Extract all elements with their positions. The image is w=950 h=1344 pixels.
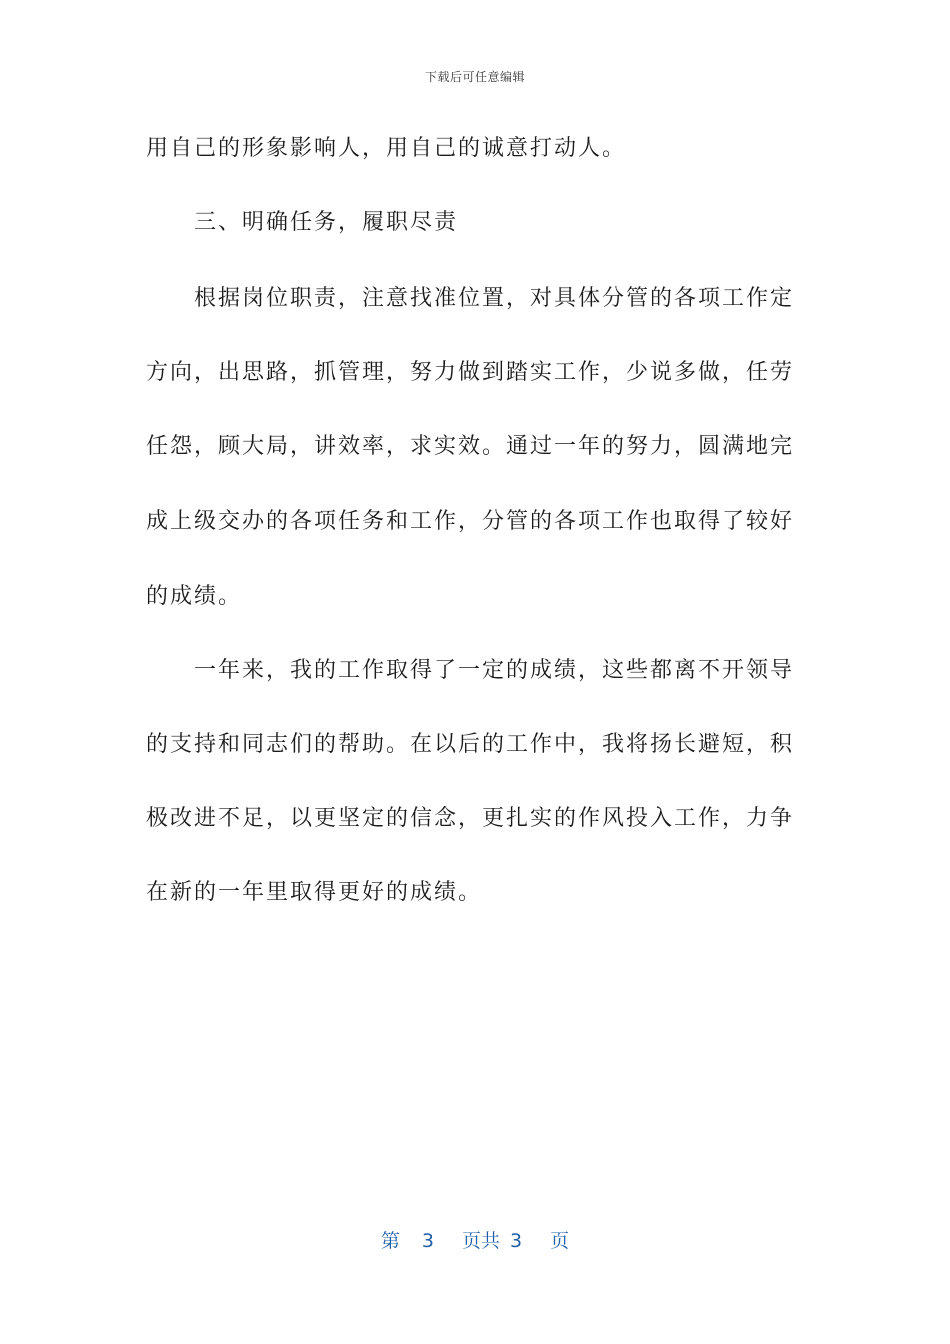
page-footer <box>0 1226 950 1253</box>
paragraph-line: 的成绩。 <box>146 584 243 609</box>
footer-current-page: 3 <box>421 1230 434 1252</box>
paragraph-line: 根据岗位职责，注意找准位置，对具体分管的各项工作定 <box>194 286 795 311</box>
paragraph-line: 在新的一年里取得更好的成绩。 <box>146 880 483 905</box>
paragraph-line: 一年来，我的工作取得了一定的成绩，这些都离不开领导 <box>194 658 795 683</box>
paragraph-line: 成上级交办的各项任务和工作，分管的各项工作也取得了较好 <box>146 509 795 534</box>
section-heading: 三、明确任务，履职尽责 <box>194 210 459 235</box>
page-header: 下载后可任意编辑 <box>424 70 525 84</box>
footer-suffix: 页 <box>550 1230 570 1252</box>
paragraph-line: 极改进不足，以更坚定的信念，更扎实的作风投入工作，力争 <box>146 806 795 831</box>
footer-prefix: 第 <box>380 1230 400 1252</box>
paragraph-line: 用自己的形象影响人，用自己的诚意打动人。 <box>146 136 627 161</box>
footer-total-pages: 3 <box>510 1230 523 1252</box>
paragraph-line: 任怨，顾大局，讲效率，求实效。通过一年的努力，圆满地完 <box>146 434 795 459</box>
paragraph-line: 方向，出思路，抓管理，努力做到踏实工作，少说多做，任劳 <box>146 360 795 385</box>
footer-middle: 页共 <box>461 1230 500 1252</box>
paragraph-line: 的支持和同志们的帮助。在以后的工作中，我将扬长避短，积 <box>146 732 795 757</box>
